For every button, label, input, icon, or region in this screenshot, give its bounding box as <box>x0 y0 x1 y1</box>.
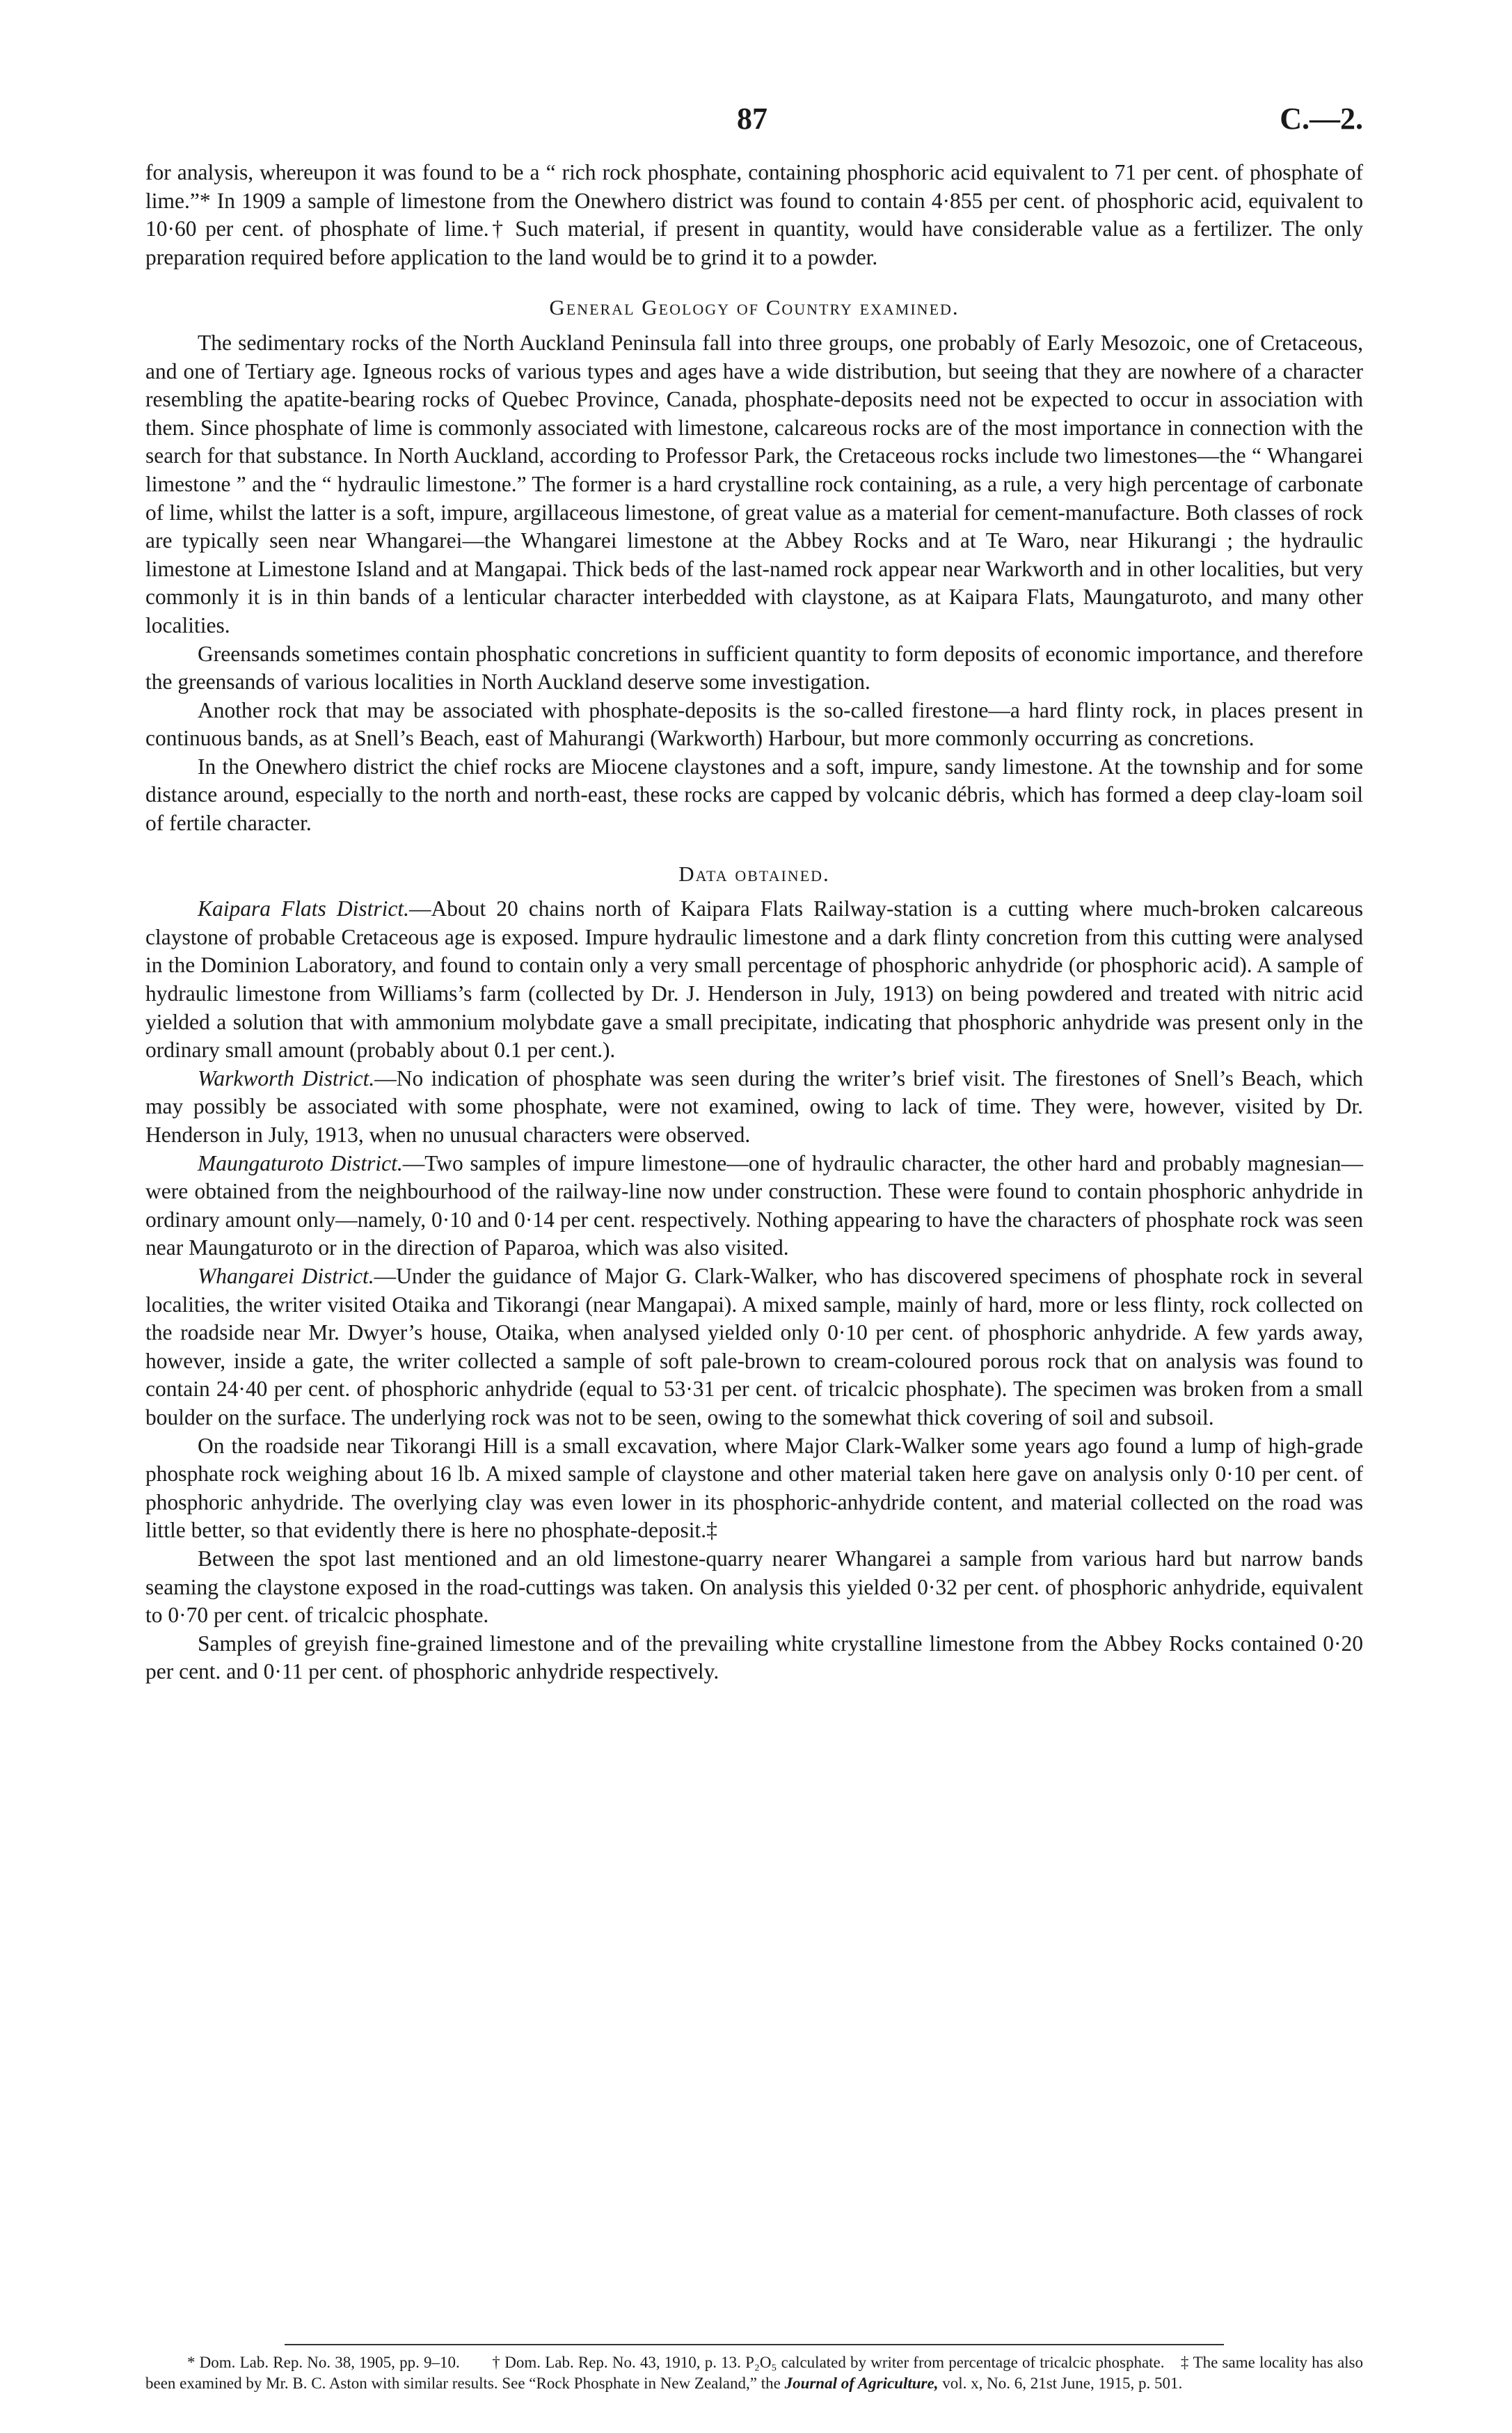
geology-paragraph: Greensands sometimes contain phosphatic concretions in sufficient quantity to form deposits of economic importance, and therefore the greensands of various localities in North Auckland deserve some investigation. <box>145 641 1363 695</box>
kaipara-subheading: Kaipara Flats District. <box>198 896 409 921</box>
kaipara-text: —About 20 chains north of Kaipara Flats Railway-station is a cutting where much-broken calcareous claystone of probable Cretaceous age is exposed. Impure hydraulic limestone and a dark flinty concretion from this cutting were analysed in the Dominion Laboratory, and found to contain only a very small percentage of phosphoric anhydride (or phosphoric acid). A sample of hydraulic limestone from Williams’s farm (collected by Dr. J. Henderson in July, 1913) on being powdered and treated with nitric acid yielded a solution that with ammonium molybdate gave a small precipitate, indicating that phosphoric anhydride was present only in the ordinary small amount (probably about 0.1 per cent.). <box>145 896 1363 1063</box>
section-heading-data-obtained: Data obtained. <box>678 861 830 886</box>
whangarei-subheading: Whangarei District. <box>198 1263 374 1288</box>
warkworth-text: —No indication of phosphate was seen during the writer’s brief visit. The firestones of Snell’s Beach, which may possibly be associated with some phosphate, were not examined, owing to lack of time. They were, however, visited by Dr. Henderson in July, 1913, when no unusual characters were observed. <box>145 1065 1363 1147</box>
geology-paragraph: The sedimentary rocks of the North Auckland Peninsula fall into three groups, one probably of Early Mesozoic, one of Cretaceous, and one of Tertiary age. Igneous rocks of various types and ages have a wide distribution, but seeing that they are nowhere of a character resembling the apatite-bearing rocks of Quebec Province, Canada, phosphate-deposits need not be expected to occur in association with them. Since phosphate of lime is commonly associated with limestone, calcareous rocks are of the most importance in connection with the search for that substance. In North Auckland, according to Professor Park, the Cretaceous rocks include two limestones—the “ Whangarei limestone ” and the “ hydraulic limestone.” The former is a hard crystalline rock containing, as a rule, a very high percentage of carbonate of lime, whilst the latter is a soft, impure, argillaceous limestone, of great value as a material for cement-manufacture. Both classes of rock are typically seen near Whangarei—the Whangarei limestone at the Abbey Rocks and at Te Waro, near Hikurangi ; the hydraulic limestone at Limestone Island and at Mangapai. Thick beds of the last-named rock appear near Warkworth and in other localities, but very commonly it is in thin bands of a lenticular character interbedded with claystone, as at Kaipara Flats, Maungaturoto, and many other localities. <box>145 330 1363 637</box>
footnote-1: * Dom. Lab. Rep. No. 38, 1905, pp. 9–10. <box>187 2354 460 2371</box>
data-paragraph: Between the spot last mentioned and an old limestone-quarry nearer Whangarei a sample from various hard but narrow bands seaming the claystone exposed in the road-cuttings was taken. On analysis this yielded 0·32 per cent. of phosphoric anhydride, equivalent to 0·70 per cent. of tricalcic phosphate. <box>145 1546 1363 1628</box>
whangarei-paragraph <box>145 1262 1363 1432</box>
footnote-3-start: ‡ The same locality has also been examined by Mr. B. C. Aston with similar results. See “Rock Phosphate in New Zealand,” the <box>145 2354 1363 2392</box>
footnote-3-end: vol. x, No. 6, 21st June, 1915, p. 501. <box>942 2375 1183 2392</box>
page-number: 87 <box>737 102 767 136</box>
section-heading-general-geology: General Geology of Country examined. <box>549 295 960 320</box>
kaipara-paragraph <box>145 895 1363 1065</box>
maungaturoto-subheading: Maungaturoto District. <box>198 1150 403 1175</box>
geology-paragraph: In the Onewhero district the chief rocks are Miocene claystones and a soft, impure, sandy limestone. At the township and for some distance around, especially to the north and north-east, these rocks are capped by volcanic débris, which has formed a deep clay-loam soil of fertile character. <box>145 754 1363 836</box>
footnotes <box>145 2352 1363 2394</box>
geology-paragraph: Another rock that may be associated with phosphate-deposits is the so-called firestone—a hard flinty rock, in places present in continuous bands, as at Snell’s Beach, east of Mahurangi (Warkworth) Harbour, but more commonly occurring as concretions. <box>145 697 1363 751</box>
footnote-text <box>145 2352 1363 2394</box>
document-reference: C.—2. <box>1280 102 1363 136</box>
data-paragraph: Samples of greyish fine-grained limestone and of the prevailing white crystalline limestone from the Abbey Rocks contained 0·20 per cent. and 0·11 per cent. of phosphoric anhydride respectively. <box>145 1631 1363 1684</box>
page-header <box>145 101 1363 143</box>
data-paragraph: On the roadside near Tikorangi Hill is a small excavation, where Major Clark-Walker some years ago found a lump of high-grade phosphate rock weighing about 16 lb. A mixed sample of claystone and other material taken here gave on analysis only 0·10 per cent. of phosphoric anhydride. The overlying clay was even lower in its phosphoric-anhydride content, and material collected on the road was little better, so that evidently there is here no phosphate-deposit.‡ <box>145 1433 1363 1543</box>
warkworth-paragraph <box>145 1065 1363 1150</box>
whangarei-text: —Under the guidance of Major G. Clark-Walker, who has discovered specimens of phosphate rock in several localities, the writer visited Otaika and Tikorangi (near Mangapai). A mixed sample, mainly of hard, more or less flinty, rock collected on the roadside near Mr. Dwyer’s house, Otaika, when analysed yielded only 0·10 per cent. of phosphoric anhydride. A few yards away, however, inside a gate, the writer collected a sample of soft pale-brown to cream-coloured porous rock that on analysis was found to contain 24·40 per cent. of phosphoric anhydride (equal to 53·31 per cent. of tricalcic phosphate). The specimen was broken from a small boulder on the surface. The underlying rock was not to be seen, owing to the somewhat thick covering of soil and subsoil. <box>145 1263 1363 1429</box>
footnote-2: † Dom. Lab. Rep. No. 43, 1910, p. 13. P₂O₅ calculated by writer from percentage of tricalcic phosphate. <box>491 2354 1165 2371</box>
maungaturoto-paragraph <box>145 1150 1363 1262</box>
intro-paragraph: for analysis, whereupon it was found to be a “ rich rock phosphate, containing phosphoric acid equivalent to 71 per cent. of phosphate of lime.”* In 1909 a sample of limestone from the Onewhero district was found to contain 4·855 per cent. of phosphoric acid, equivalent to 10·60 per cent. of phosphate of lime.† Such material, if present in quantity, would have considerable value as a fertilizer. The only preparation required before application to the land would be to grind it to a powder. <box>145 160 1363 269</box>
maungaturoto-text: —Two samples of impure limestone—one of hydraulic character, the other hard and probably magnesian—were obtained from the neighbourhood of the railway-line now under construction. These were found to contain phosphoric anhydride in ordinary amount only—namely, 0·10 and 0·14 per cent. respectively. Nothing appearing to have the characters of phosphate rock was seen near Maungaturoto or in the direction of Paparoa, which was also visited. <box>145 1150 1363 1260</box>
footnote-divider <box>285 2344 1224 2345</box>
document-page <box>145 0 1363 2433</box>
warkworth-subheading: Warkworth District. <box>198 1065 375 1091</box>
body-text <box>145 159 1363 1686</box>
footnote-journal-title: Journal of Agriculture, <box>784 2375 939 2392</box>
